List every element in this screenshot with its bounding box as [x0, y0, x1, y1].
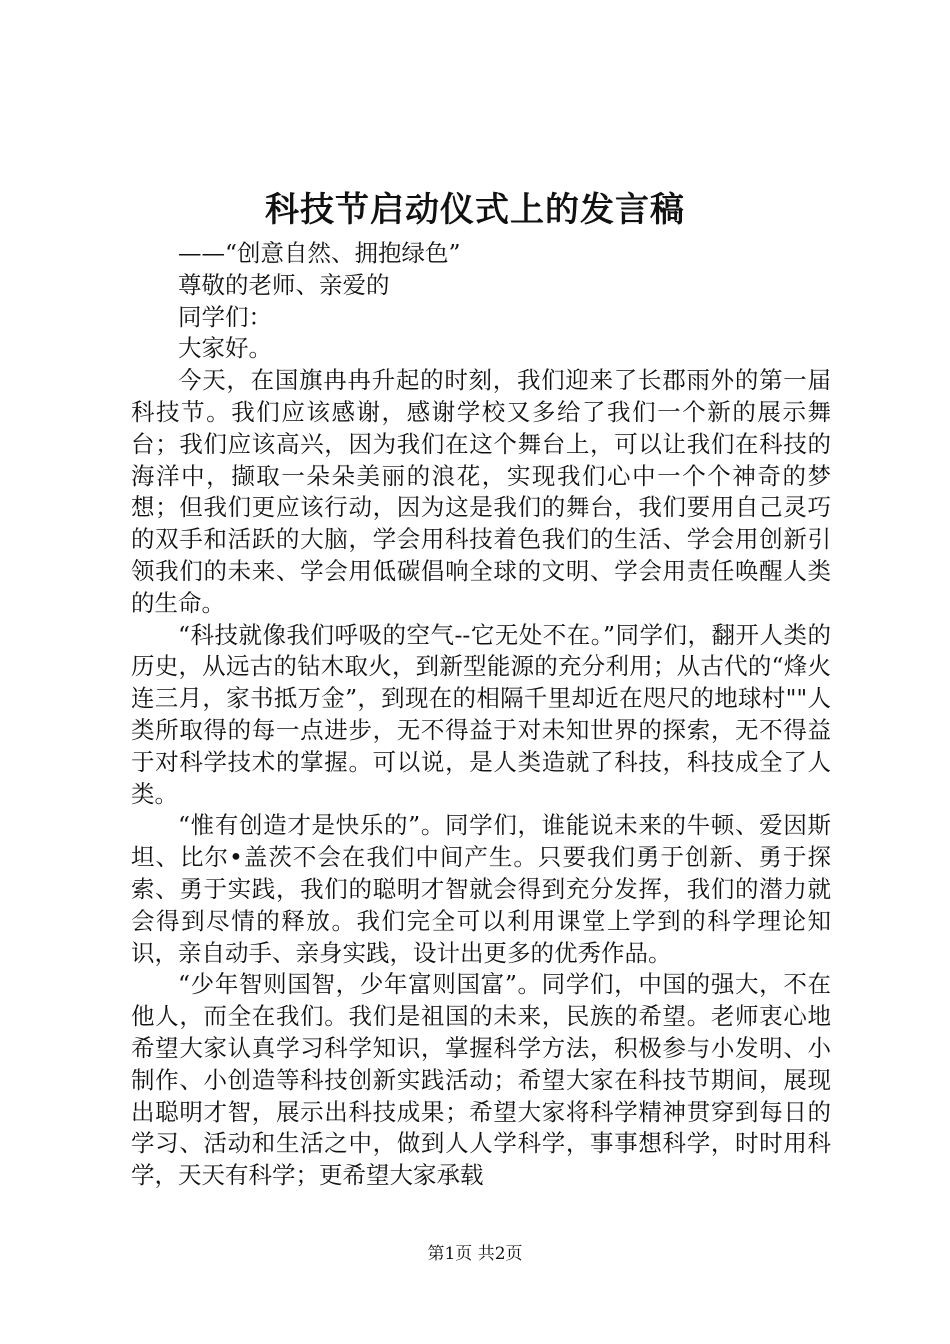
body-paragraph: “科技就像我们呼吸的空气--它无处不在。”同学们，翻开人类的历史，从远古的钻木取火，到新型能源的充分利用；从古代的“烽火连三月，家书抵万金”，到现在的相隔千里却近在咫尺的地球村""人类所取得的每一点进步，无不得益于对未知世界的探索，无不得益于对科学技术的掌握。可以说，是人类造就了科技，科技成全了人类。	[131, 620, 831, 808]
greeting-line: 同学们：	[178, 302, 272, 331]
body-paragraph: “少年智则国智，少年富则国富”。同学们，中国的强大，不在他人，而全在我们。我们是祖国的未来，民族的希望。老师衷心地希望大家认真学习科学知识，掌握科学方法，积极参与小发明、小制作、小创造等科技创新实践活动；希望大家在科技节期间，展现出聪明才智，展示出科技成果；希望大家将科学精神贯穿到每日的学习、活动和生活之中，做到人人学科学，事事想科学，时时用科学，天天有科学；更希望大家承载	[131, 970, 831, 1190]
greeting-line: 尊敬的老师、亲爱的	[178, 270, 390, 299]
document-title: 科技节启动仪式上的发言稿	[265, 190, 685, 230]
body-paragraph: “惟有创造才是快乐的”。同学们，谁能说未来的牛顿、爱因斯坦、比尔•盖茨不会在我们中间产生。只要我们勇于创新、勇于探索、勇于实践，我们的聪明才智就会得到充分发挥，我们的潜力就会得到尽情的释放。我们完全可以利用课堂上学到的科学理论知识，亲自动手、亲身实践，设计出更多的优秀作品。	[131, 811, 831, 967]
subtitle-line: ——“创意自然、拥抱绿色”	[178, 239, 461, 267]
greeting-line: 大家好。	[178, 334, 272, 363]
page-footer: 第1页 共2页	[427, 1244, 523, 1264]
body-paragraph: 今天，在国旗冉冉升起的时刻，我们迎来了长郡雨外的第一届科技节。我们应该感谢，感谢学校又多给了我们一个新的展示舞台；我们应该高兴，因为我们在这个舞台上，可以让我们在科技的海洋中，撷取一朵朵美丽的浪花，实现我们心中一个个神奇的梦想；但我们更应该行动，因为这是我们的舞台，我们要用自己灵巧的双手和活跃的大脑，学会用科技着色我们的生活、学会用创新引领我们的未来、学会用低碳倡响全球的文明、学会用责任唤醒人类的生命。	[131, 366, 831, 617]
document-body	[131, 238, 831, 1192]
